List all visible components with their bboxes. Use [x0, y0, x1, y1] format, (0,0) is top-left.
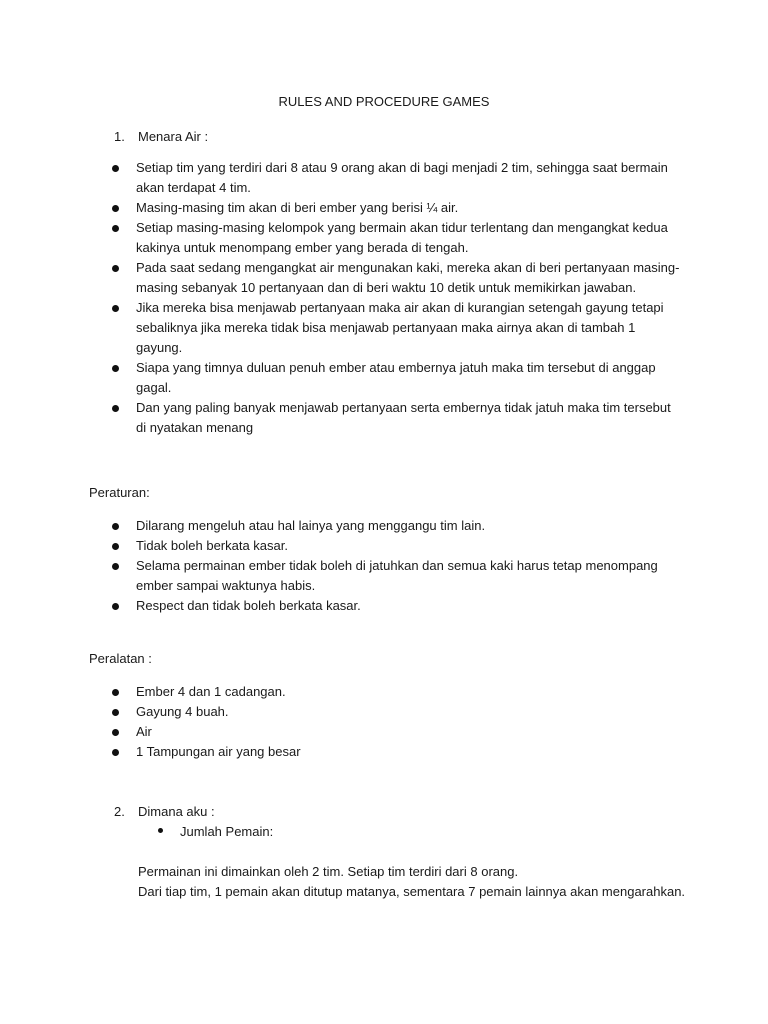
paragraph-line: Dari tiap tim, 1 pemain akan ditutup matanya, sementara 7 pemain lainnya akan mengarahkan. — [138, 884, 686, 899]
bullet-icon — [112, 225, 119, 232]
list-item: Pada saat sedang mengangkat air mengunakan kaki, mereka akan di beri pertanyaan masing-masing sebanyak 10 pertanyaan dan di beri waktu 10 detik untuk memikirkan jawaban. — [112, 258, 682, 298]
bullet-icon — [112, 365, 119, 372]
list-item: Masing-masing tim akan di beri ember yang berisi ¼ air. — [112, 198, 682, 218]
bullet-icon — [112, 689, 119, 696]
list-item: Air — [112, 722, 682, 742]
bullet-icon — [112, 405, 119, 412]
section-2-title: Dimana aku : — [138, 804, 215, 819]
list-item: Dilarang mengeluh atau hal lainya yang menggangu tim lain. — [112, 516, 682, 536]
bullet-icon — [112, 205, 119, 212]
list-item: Siapa yang timnya duluan penuh ember atau embernya jatuh maka tim tersebut di anggap gagal. — [112, 358, 682, 398]
section-2-number: 2. — [114, 804, 125, 819]
section-1-bullet-list — [112, 158, 682, 438]
peraturan-bullet-list — [112, 516, 682, 616]
bullet-icon — [112, 265, 119, 272]
bullet-icon — [112, 523, 119, 530]
bullet-icon — [112, 729, 119, 736]
peralatan-label: Peralatan : — [89, 651, 152, 666]
bullet-icon — [112, 305, 119, 312]
list-item: Gayung 4 buah. — [112, 702, 682, 722]
peralatan-bullet-list — [112, 682, 682, 762]
section-2-paragraph — [138, 862, 718, 902]
list-item: Ember 4 dan 1 cadangan. — [112, 682, 682, 702]
list-item: Setiap masing-masing kelompok yang bermain akan tidur terlentang dan mengangkat kedua kakinya untuk menompang ember yang berada di tengah. — [112, 218, 682, 258]
list-item: Setiap tim yang terdiri dari 8 atau 9 orang akan di bagi menjadi 2 tim, sehingga saat bermain akan terdapat 4 tim. — [112, 158, 682, 198]
paragraph-line: Permainan ini dimainkan oleh 2 tim. Setiap tim terdiri dari 8 orang. — [138, 864, 519, 879]
section-2-sub-bullet: Jumlah Pemain: — [158, 822, 273, 842]
bullet-icon — [112, 563, 119, 570]
section-1-number: 1. — [114, 129, 125, 144]
section-1-title: Menara Air : — [138, 129, 209, 144]
bullet-icon — [112, 543, 119, 550]
bullet-icon — [112, 165, 119, 172]
list-item: Tidak boleh berkata kasar. — [112, 536, 682, 556]
bullet-icon — [112, 603, 119, 610]
list-item: Selama permainan ember tidak boleh di jatuhkan dan semua kaki harus tetap menompang ember sampai waktunya habis. — [112, 556, 682, 596]
list-item: Dan yang paling banyak menjawab pertanyaan serta embernya tidak jatuh maka tim tersebut di nyatakan menang — [112, 398, 682, 438]
bullet-icon — [112, 749, 119, 756]
bullet-icon — [112, 709, 119, 716]
section-2-heading — [114, 802, 215, 822]
document-title: RULES AND PROCEDURE GAMES — [278, 94, 490, 109]
section-1-heading — [114, 127, 208, 147]
bullet-icon — [158, 828, 163, 833]
list-item: 1 Tampungan air yang besar — [112, 742, 682, 762]
list-item: Respect dan tidak boleh berkata kasar. — [112, 596, 682, 616]
peraturan-label: Peraturan: — [89, 485, 150, 500]
list-item: Jika mereka bisa menjawab pertanyaan maka air akan di kurangian setengah gayung tetapi sebaliknya jika mereka tidak bisa menjawab pertanyaan maka airnya akan di tambah 1 gayung. — [112, 298, 682, 358]
